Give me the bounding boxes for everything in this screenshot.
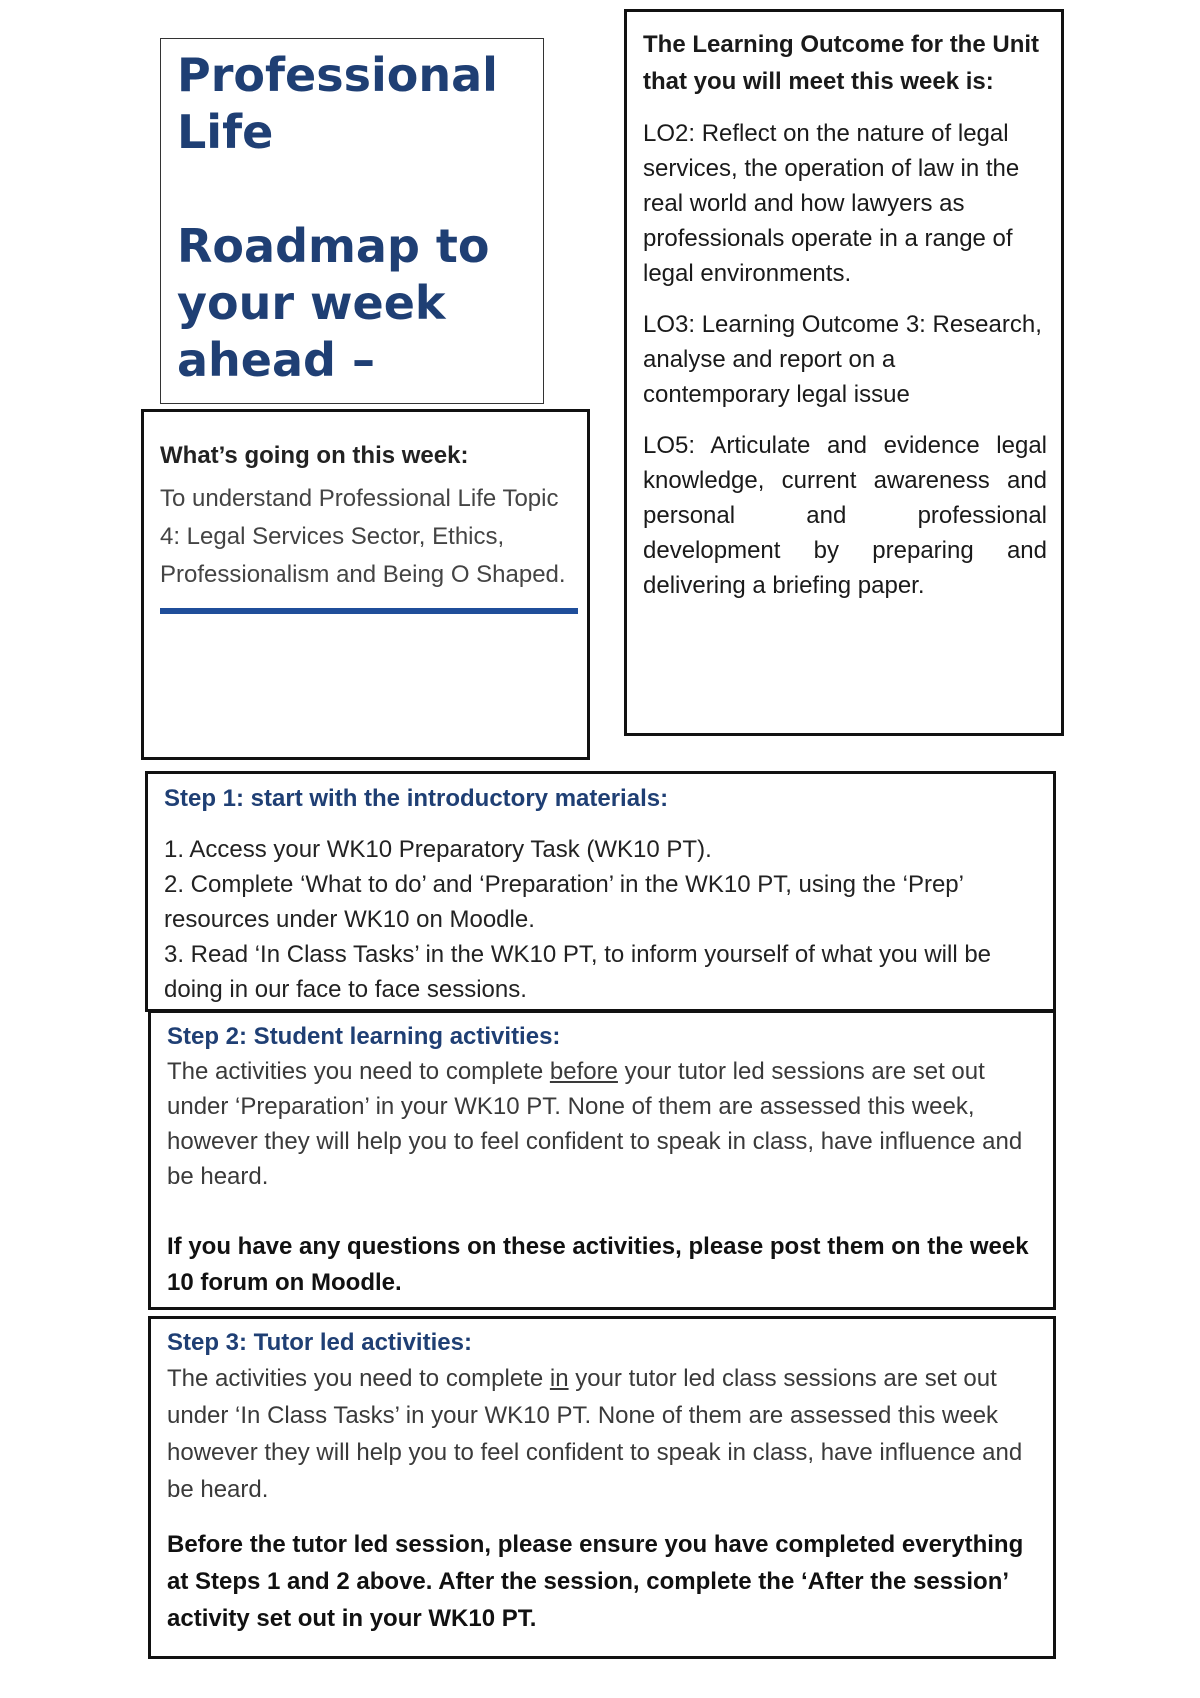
learning-outcome-lo2: LO2: Reflect on the nature of legal services, the operation of law in the real world and how lawyers as professionals operate in a range of legal environments.: [643, 120, 1020, 287]
step-1-item: 2. Complete ‘What to do’ and ‘Preparation’ in the WK10 PT, using the ‘Prep’ resources under WK10 on Moodle.: [164, 871, 964, 933]
step-2-note: If you have any questions on these activities, please post them on the week 10 forum on Moodle.: [167, 1233, 1029, 1296]
step-2-box: [148, 1010, 1056, 1310]
learning-outcome-lo3: LO3: Learning Outcome 3: Research, analyse and report on a contemporary legal issue: [643, 311, 1042, 408]
learning-outcome-lo5: LO5: Articulate and evidence legal knowledge, current awareness and personal and professional development by preparing and delivering a briefing paper.: [643, 432, 1047, 599]
step-2-text-post: your tutor led sessions are set out under ‘Preparation’ in your WK10 PT. None of them are assessed this week, however they will help you to feel confident to speak in class, have influence and be heard.: [167, 1058, 1023, 1190]
step-1-item: 1. Access your WK10 Preparatory Task (WK10 PT).: [164, 836, 712, 863]
week-overview-box: [141, 409, 590, 760]
step-2-heading: Step 2: Student learning activities:: [167, 1023, 561, 1050]
learning-outcomes-box: [624, 9, 1064, 736]
title-box: [160, 38, 544, 404]
blue-divider: [160, 608, 578, 614]
step-1-box: [145, 771, 1056, 1012]
step-2-text-pre: The activities you need to complete: [167, 1058, 550, 1085]
step-3-heading: Step 3: Tutor led activities:: [167, 1329, 472, 1356]
title-line-1: Professional: [177, 48, 498, 102]
week-heading: What’s going on this week:: [160, 442, 469, 469]
step-3-box: [148, 1316, 1056, 1659]
step-2-underlined-word: before: [549, 1058, 618, 1085]
title-line-4: your week: [177, 276, 446, 330]
step-3-text-pre: The activities you need to complete: [167, 1365, 550, 1392]
step-3-note: Before the tutor led session, please ensure you have completed everything at Steps 1 and 2 above. After the session, complete the ‘After the session’ activity set out in your WK10 PT.: [167, 1531, 1024, 1632]
step-1-item: 3. Read ‘In Class Tasks’ in the WK10 PT, to inform yourself of what you will be doing in our face to face sessions.: [164, 941, 992, 1003]
step-1-heading: Step 1: start with the introductory materials:: [164, 785, 669, 812]
title-line-3: Roadmap to: [177, 219, 490, 273]
step-3-underlined-word: in: [549, 1365, 569, 1392]
title-line-5: ahead –: [177, 333, 375, 387]
week-text: To understand Professional Life Topic 4: Legal Services Sector, Ethics, Professionalism and Being O Shaped.: [160, 485, 566, 588]
step-3-text: [167, 1360, 1039, 1508]
title-line-2: Life: [177, 105, 274, 159]
step-3-text-post: your tutor led class sessions are set out under ‘In Class Tasks’ in your WK10 PT. None of them are assessed this week however they will help you to feel confident to speak in class, have influence and be heard.: [167, 1365, 1023, 1503]
step-2-text: [167, 1054, 1039, 1194]
learning-outcomes-heading: The Learning Outcome for the Unit that you will meet this week is:: [643, 31, 1040, 95]
